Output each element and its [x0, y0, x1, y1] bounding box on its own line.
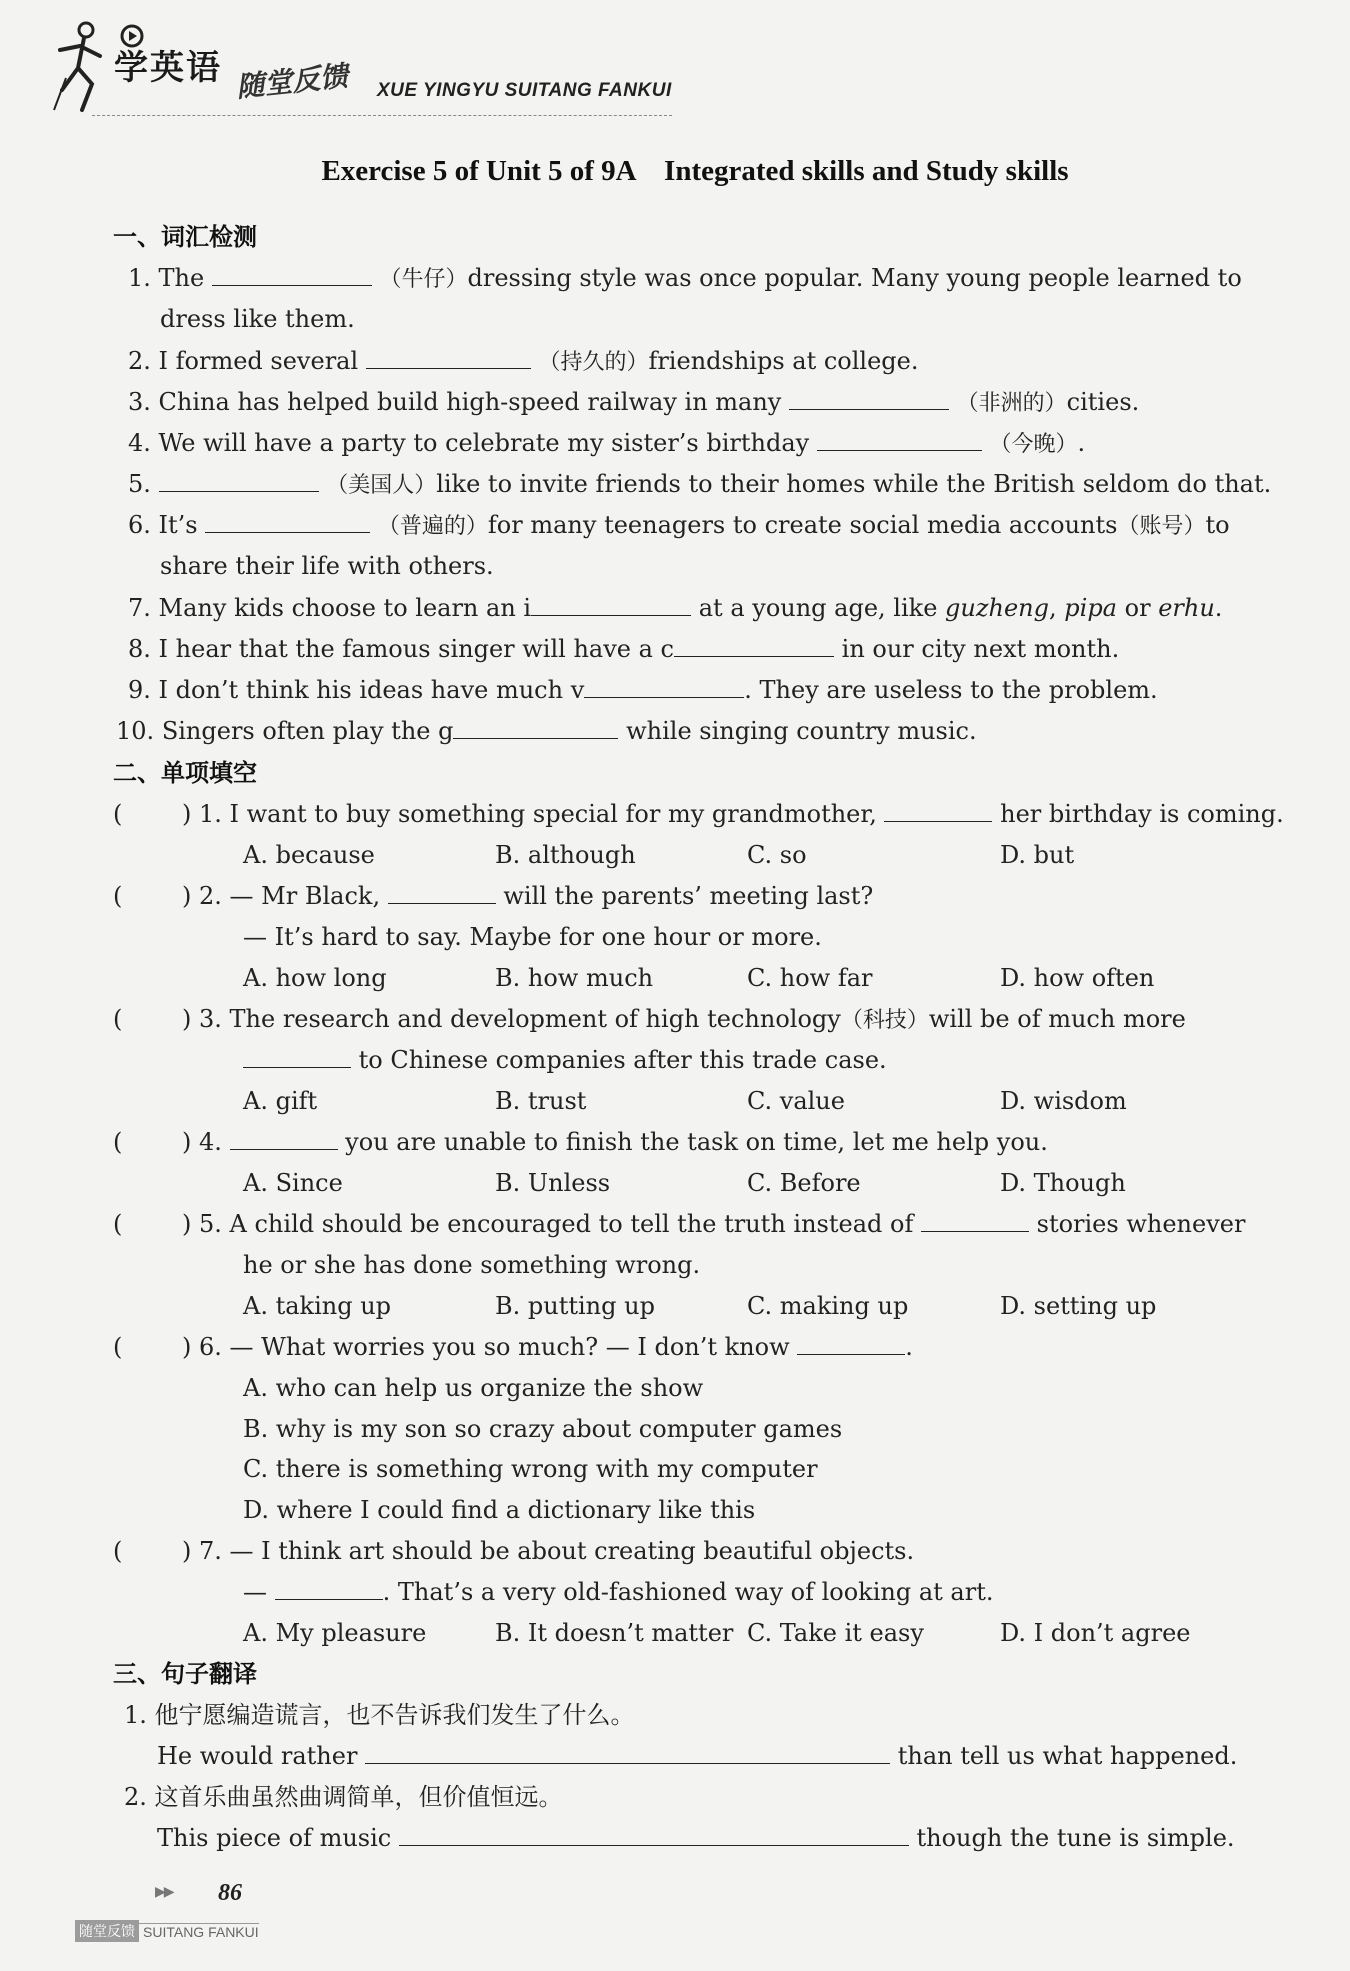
answer-blank[interactable]	[584, 675, 744, 698]
answer-bracket[interactable]: (	[113, 1333, 123, 1361]
item-number: 1.	[128, 264, 151, 292]
option-c: C. there is something wrong with my computer	[243, 1455, 818, 1483]
item-number: 1.	[124, 1701, 147, 1729]
answer-blank	[230, 1127, 338, 1150]
question-number: ) 6.	[182, 1333, 222, 1361]
option-a: A. who can help us organize the show	[243, 1374, 704, 1402]
option-b: B. trust	[495, 1087, 587, 1115]
chinese-hint: （普遍的）	[377, 514, 488, 539]
item-text: We will have a party to celebrate my sister’s birthday	[158, 429, 810, 457]
answer-blank[interactable]	[453, 716, 618, 739]
option-d: D. but	[1000, 841, 1075, 869]
option-b: B. putting up	[495, 1292, 655, 1320]
mc-question-6	[182, 1332, 913, 1362]
option-c: C. making up	[747, 1292, 909, 1320]
answer-bracket[interactable]: (	[113, 1537, 123, 1565]
question-text: .	[905, 1333, 913, 1361]
item-number: 7.	[128, 594, 151, 622]
option-c: C. value	[747, 1087, 845, 1115]
item-number: 2.	[128, 347, 151, 375]
answer-blank[interactable]	[531, 593, 691, 616]
answer-bracket[interactable]: (	[113, 1005, 123, 1033]
item-text: I hear that the famous singer will have a c	[158, 635, 674, 663]
vocab-item-7	[128, 593, 1222, 623]
chinese-hint: （非洲的）	[956, 391, 1067, 416]
mc-question-2-reply: — It’s hard to say. Maybe for one hour or more.	[243, 923, 822, 951]
item-text: It’s	[158, 511, 198, 539]
item-text: Many kids choose to learn an i	[158, 594, 532, 622]
answer-blank	[275, 1577, 383, 1600]
arrow-icon: ▶▶	[155, 1884, 173, 1900]
item-number: 6.	[128, 511, 151, 539]
answer-blank[interactable]	[789, 387, 949, 410]
option-a: A. how long	[243, 964, 387, 992]
option-b: B. although	[495, 841, 636, 869]
option-b: B. Unless	[495, 1169, 611, 1197]
answer-blank[interactable]	[205, 510, 370, 533]
chinese-hint: （美国人）	[326, 473, 437, 498]
option-b: B. how much	[495, 964, 654, 992]
item-number: 9.	[128, 676, 151, 704]
section2-heading: 二、单项填空	[113, 759, 257, 787]
logo-chinese: 学英语	[114, 48, 222, 88]
option-a: A. because	[243, 841, 375, 869]
chinese-hint: （牛仔）	[379, 267, 468, 292]
page-number: 86	[218, 1880, 242, 1906]
sentence-start: This piece of music	[157, 1824, 392, 1852]
option-b: B. why is my son so crazy about computer games	[243, 1415, 843, 1443]
header-divider	[92, 115, 672, 116]
vocab-item-1	[128, 263, 1242, 295]
translation-item-1-en	[157, 1741, 1237, 1771]
sentence-end: though the tune is simple.	[916, 1824, 1235, 1852]
question-text: — What worries you so much? — I don’t know	[229, 1333, 790, 1361]
answer-blank	[243, 1045, 351, 1068]
item-text: cities.	[1066, 388, 1140, 416]
vocab-item-10	[116, 716, 977, 746]
logo-english: XUE YINGYU SUITANG FANKUI	[377, 80, 672, 101]
mc-question-7	[182, 1536, 914, 1566]
question-text: to Chinese companies after this trade case.	[358, 1046, 887, 1074]
question-text: A child should be encouraged to tell the truth instead of	[229, 1210, 914, 1238]
item-text: for many teenagers to create social media accounts	[487, 511, 1118, 539]
item-number: 2.	[124, 1783, 147, 1811]
runner-icon	[52, 20, 122, 115]
item-text: I don’t think his ideas have much v	[158, 676, 585, 704]
item-text: while singing country music.	[626, 717, 977, 745]
mc-question-3	[182, 1004, 1186, 1036]
option-c: C. how far	[747, 964, 873, 992]
mc-question-7-reply	[243, 1577, 993, 1607]
question-text: The research and development of high technology	[229, 1005, 841, 1033]
item-number: 4.	[128, 429, 151, 457]
answer-blank[interactable]	[212, 263, 372, 286]
item-text: at a young age, like	[698, 594, 938, 622]
mc-question-1	[182, 799, 1284, 829]
answer-blank	[884, 799, 992, 822]
question-text: I want to buy something special for my grandmother,	[229, 800, 877, 828]
header-logo	[52, 20, 672, 120]
logo-subtitle: 随堂反馈	[234, 59, 350, 104]
translation-item-2-en	[157, 1823, 1235, 1853]
item-text: like to invite friends to their homes while the British seldom do that.	[436, 470, 1272, 498]
question-text: stories whenever	[1036, 1210, 1246, 1238]
option-c: C. Before	[747, 1169, 861, 1197]
answer-blank[interactable]	[159, 469, 319, 492]
option-d: D. wisdom	[1000, 1087, 1127, 1115]
chinese-hint: （账号）	[1117, 514, 1206, 539]
separator: ,	[1049, 594, 1057, 622]
item-text: to	[1205, 511, 1230, 539]
answer-blank	[921, 1209, 1029, 1232]
question-text: you are unable to finish the task on time, let me help you.	[345, 1128, 1048, 1156]
footer-tag-en: SUITANG FANKUI	[139, 1923, 259, 1940]
option-d: D. setting up	[1000, 1292, 1157, 1320]
separator: .	[1214, 594, 1223, 622]
vocab-item-5	[128, 469, 1271, 501]
question-number: ) 2.	[182, 882, 222, 910]
item-text: China has helped build high-speed railway in many	[158, 388, 782, 416]
item-text: The	[158, 264, 205, 292]
item-text: in our city next month.	[841, 635, 1120, 663]
sentence-start: He would rather	[157, 1742, 358, 1770]
instrument-name: guzheng	[945, 594, 1049, 622]
footer-tag	[75, 1920, 259, 1942]
vocab-item-4	[128, 428, 1085, 460]
item-text: I formed several	[158, 347, 359, 375]
answer-line[interactable]	[365, 1741, 890, 1764]
question-number: ) 3.	[182, 1005, 222, 1033]
question-text: . That’s a very old-fashioned way of looking at art.	[382, 1578, 994, 1606]
answer-bracket[interactable]: (	[113, 1128, 123, 1156]
mc-question-3-cont	[243, 1045, 887, 1075]
chinese-hint: （科技）	[840, 1008, 929, 1033]
translation-item-2-cn	[124, 1782, 563, 1812]
vocab-item-2	[128, 346, 919, 378]
option-d: D. where I could find a dictionary like this	[243, 1496, 756, 1524]
mc-question-4	[182, 1127, 1048, 1157]
page-title: Exercise 5 of Unit 5 of 9A Integrated skills and Study skills	[321, 155, 1069, 187]
option-c: C. Take it easy	[747, 1619, 924, 1647]
answer-blank[interactable]	[674, 634, 834, 657]
answer-bracket[interactable]: (	[113, 800, 123, 828]
item-number: 8.	[128, 635, 151, 663]
question-number: ) 5.	[182, 1210, 222, 1238]
option-b: B. It doesn’t matter	[495, 1619, 734, 1647]
chinese-hint: （持久的）	[538, 350, 649, 375]
item-text: friendships at college.	[648, 347, 919, 375]
vocab-item-6-cont: share their life with others.	[160, 552, 494, 580]
instrument-name: pipa	[1064, 594, 1117, 622]
chinese-sentence: 他宁愿编造谎言，也不告诉我们发生了什么。	[154, 1701, 635, 1729]
sentence-end: than tell us what happened.	[897, 1742, 1238, 1770]
answer-blank[interactable]	[366, 346, 531, 369]
question-text: will the parents’ meeting last?	[503, 882, 874, 910]
item-text: .	[1077, 429, 1086, 457]
item-text: dressing style was once popular. Many young people learned to	[467, 264, 1242, 292]
option-d: D. Though	[1000, 1169, 1126, 1197]
answer-line[interactable]	[399, 1823, 909, 1846]
item-number: 3.	[128, 388, 151, 416]
answer-blank	[797, 1332, 905, 1355]
question-number: ) 7.	[182, 1537, 222, 1565]
mc-question-2	[182, 881, 873, 911]
option-d: D. how often	[1000, 964, 1155, 992]
translation-item-1-cn	[124, 1700, 635, 1730]
question-number: ) 1.	[182, 800, 222, 828]
item-text: Singers often play the g	[161, 717, 454, 745]
item-number: 10.	[116, 717, 155, 745]
option-d: D. I don’t agree	[1000, 1619, 1191, 1647]
answer-blank	[388, 881, 496, 904]
question-text: her birthday is coming.	[1000, 800, 1284, 828]
chinese-hint: （今晚）	[989, 432, 1078, 457]
vocab-item-3	[128, 387, 1139, 419]
option-a: A. taking up	[243, 1292, 392, 1320]
answer-blank[interactable]	[817, 428, 982, 451]
section3-heading: 三、句子翻译	[113, 1660, 257, 1688]
option-a: A. gift	[243, 1087, 318, 1115]
question-text: will be of much more	[928, 1005, 1186, 1033]
answer-bracket[interactable]: (	[113, 1210, 123, 1238]
vocab-item-6	[128, 510, 1230, 542]
mc-question-5-cont: he or she has done something wrong.	[243, 1251, 701, 1279]
question-text: — Mr Black,	[229, 882, 381, 910]
question-text: — I think art should be about creating beautiful objects.	[229, 1537, 915, 1565]
item-text: or	[1124, 594, 1151, 622]
footer-tag-cn: 随堂反馈	[75, 1920, 139, 1942]
dash: —	[243, 1578, 267, 1606]
option-a: A. My pleasure	[243, 1619, 427, 1647]
chinese-sentence: 这首乐曲虽然曲调简单，但价值恒远。	[154, 1783, 563, 1811]
question-number: ) 4.	[182, 1128, 222, 1156]
item-text: . They are useless to the problem.	[744, 676, 1158, 704]
mc-question-5	[182, 1209, 1245, 1239]
item-number: 5.	[128, 470, 151, 498]
instrument-name: erhu	[1158, 594, 1215, 622]
answer-bracket[interactable]: (	[113, 882, 123, 910]
vocab-item-8	[128, 634, 1119, 664]
option-a: A. Since	[243, 1169, 343, 1197]
vocab-item-1-cont: dress like them.	[160, 305, 355, 333]
option-c: C. so	[747, 841, 807, 869]
vocab-item-9	[128, 675, 1158, 705]
section1-heading: 一、词汇检测	[113, 223, 257, 251]
